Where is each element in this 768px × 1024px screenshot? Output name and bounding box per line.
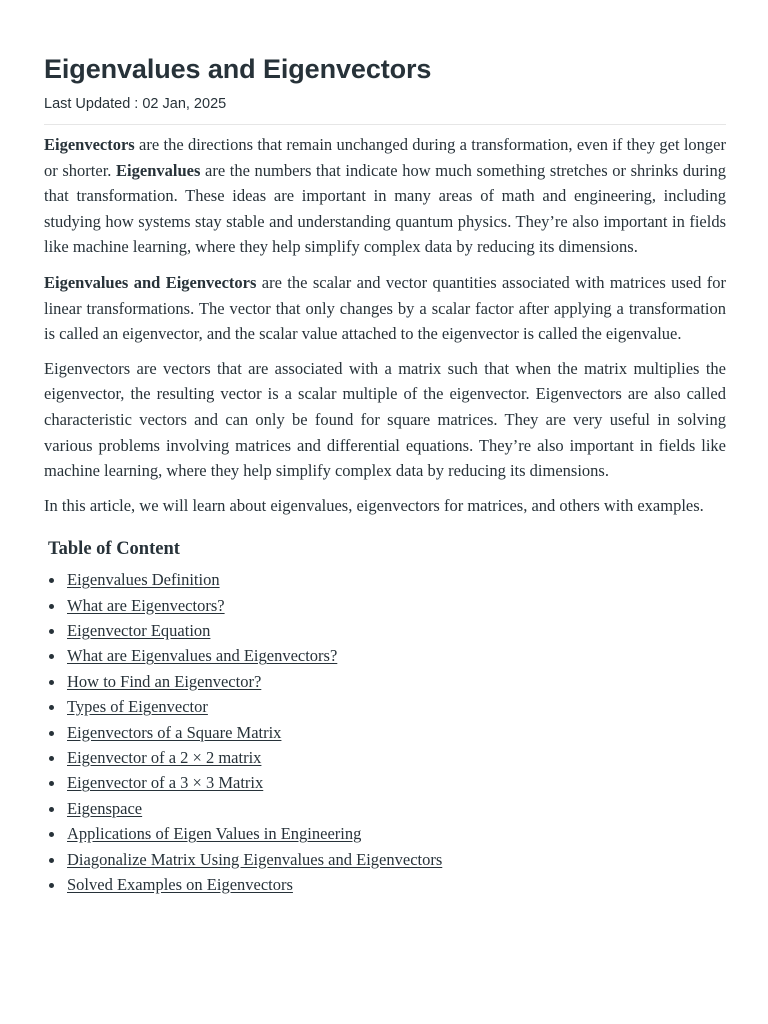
toc-item: [44, 821, 726, 846]
toc-link-eigenvector-3x3[interactable]: Eigenvector of a 3 × 3 Matrix: [67, 773, 264, 793]
toc-link-solved-examples[interactable]: Solved Examples on Eigenvectors: [67, 875, 293, 894]
bullet-icon: [49, 705, 54, 710]
toc-item: [44, 593, 726, 618]
toc-heading: Table of Content: [48, 539, 180, 560]
toc-item: [44, 694, 726, 719]
header-divider: [44, 124, 726, 125]
bullet-icon: [49, 883, 54, 888]
toc-item: [44, 643, 726, 668]
toc-link-eigenvectors-square-matrix[interactable]: Eigenvectors of a Square Matrix: [67, 722, 282, 742]
paragraph-text: are the numbers that indicate how much something stretches or shrinks during that transformation. These ideas are important in many areas of math and engineering, including studying how systems stay stable and understanding quantum physics. They’re also important in fields like machine learning, where they help simplify complex data by reducing its dimensions.: [44, 160, 726, 257]
bullet-icon: [49, 629, 54, 634]
article-overview-paragraph: [44, 493, 726, 519]
toc-item: [44, 770, 726, 795]
toc-item: [44, 847, 726, 872]
toc-item: [44, 872, 726, 897]
toc-link-eigenspace[interactable]: Eigenspace: [67, 798, 143, 818]
paragraph-text: In this article, we will learn about eigenvalues, eigenvectors for matrices, and others with examples.: [44, 495, 704, 515]
bullet-icon: [49, 781, 54, 786]
bullet-icon: [49, 731, 54, 736]
bullet-icon: [49, 604, 54, 609]
bullet-icon: [49, 756, 54, 761]
bold-term: Eigenvalues and Eigenvectors: [44, 272, 257, 292]
toc-link-applications-engineering[interactable]: Applications of Eigen Values in Engineering: [67, 824, 362, 844]
article: [44, 0, 726, 897]
table-of-contents: [44, 567, 726, 897]
bold-term: Eigenvectors: [44, 135, 135, 154]
bullet-icon: [49, 654, 54, 659]
paragraph-text: are the scalar and vector quantities associated with matrices used for linear transformations. The vector that only changes by a scalar factor after applying a transformation is called an eigenvector, and the scalar value attached to the eigenvector is called the eigenvalue.: [44, 272, 726, 344]
toc-item: [44, 720, 726, 745]
bold-term: Eigenvalues: [116, 160, 201, 180]
intro-paragraph: [44, 132, 726, 260]
toc-item: [44, 669, 726, 694]
toc-link-diagonalize-matrix[interactable]: Diagonalize Matrix Using Eigenvalues and Eigenvectors: [67, 849, 443, 869]
toc-item: [44, 567, 726, 592]
toc-item: [44, 796, 726, 821]
definition-paragraph: [44, 270, 726, 347]
bullet-icon: [49, 832, 54, 837]
toc-link-types-of-eigenvector[interactable]: Types of Eigenvector: [67, 697, 208, 717]
bullet-icon: [49, 807, 54, 812]
toc-link-eigenvector-equation[interactable]: Eigenvector Equation: [67, 621, 211, 641]
last-updated: Last Updated : 02 Jan, 2025: [44, 96, 227, 112]
toc-item: [44, 745, 726, 770]
toc-link-how-to-find-eigenvector[interactable]: How to Find an Eigenvector?: [67, 671, 262, 691]
toc-link-eigenvalues-and-eigenvectors[interactable]: What are Eigenvalues and Eigenvectors?: [67, 646, 338, 666]
paragraph-text: Eigenvectors are vectors that are associated with a matrix such that when the matrix multiplies the eigenvector, the resulting vector is a scalar multiple of the eigenvector. Eigenvectors are also called characteristic vectors and can only be found for square matrices. They are very useful in solving various problems involving matrices and differential equations. They’re also important in fields like machine learning, where they help simplify complex data by reducing its dimensions.: [44, 358, 726, 481]
bullet-icon: [49, 680, 54, 685]
page-title: Eigenvalues and Eigenvectors: [44, 54, 432, 84]
description-paragraph: [44, 356, 726, 484]
bullet-icon: [49, 578, 54, 583]
toc-link-eigenvalues-definition[interactable]: Eigenvalues Definition: [67, 570, 220, 590]
toc-link-eigenvector-2x2[interactable]: Eigenvector of a 2 × 2 matrix: [67, 748, 262, 768]
paragraph-text: are the directions that remain unchanged during a transformation, even if they get longer or shorter.: [44, 135, 726, 180]
toc-link-what-are-eigenvectors[interactable]: What are Eigenvectors?: [67, 595, 225, 615]
toc-item: [44, 618, 726, 643]
bullet-icon: [49, 858, 54, 863]
